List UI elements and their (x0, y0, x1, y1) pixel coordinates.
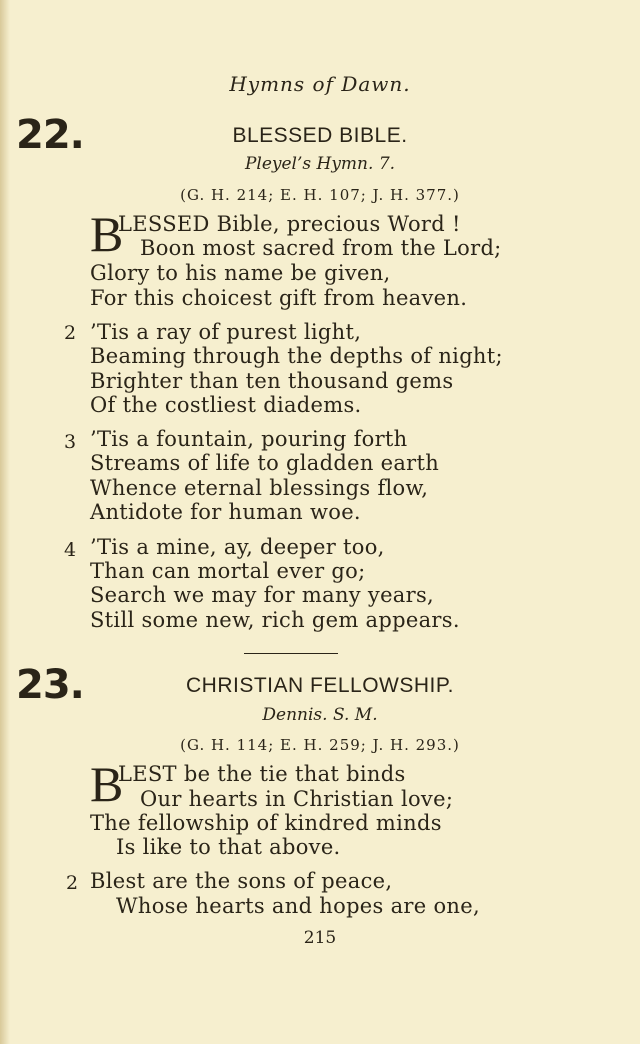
verse-line: Brighter than ten thousand gems (90, 369, 454, 393)
verse-line: LEST be the tie that binds (118, 762, 406, 786)
verse-line: LESSED Bible, precious Word ! (118, 212, 461, 236)
verse-line: ’Tis a mine, ay, deeper too, (90, 535, 385, 559)
verse-line: Antidote for human woe. (90, 500, 361, 524)
verse-line: The fellowship of kindred minds (90, 811, 442, 835)
verse-line: ’Tis a fountain, pouring forth (90, 427, 408, 451)
verse-line: Search we may for many years, (90, 583, 435, 607)
drop-cap: B (90, 206, 124, 262)
hymn-tune: Dennis. S. M. (262, 705, 378, 725)
verse-line: ’Tis a ray of purest light, (90, 320, 362, 344)
running-head: Hymns of Dawn. (229, 72, 411, 96)
hymn-number: 22. (16, 112, 84, 158)
verse-line: Streams of life to gladden earth (90, 451, 440, 475)
verse-line: Still some new, rich gem appears. (90, 608, 460, 632)
verse-line: For this choicest gift from heaven. (90, 286, 468, 310)
hymn-references: (G. H. 114; E. H. 259; J. H. 293.) (180, 736, 460, 754)
verse-line: Our hearts in Christian love; (140, 787, 454, 811)
verse-line: Of the costliest diadems. (90, 393, 362, 417)
hymn-title: CHRISTIAN FELLOWSHIP. (186, 674, 454, 697)
verse-line: Beaming through the depths of night; (90, 344, 503, 368)
hymn-references: (G. H. 214; E. H. 107; J. H. 377.) (180, 186, 460, 204)
drop-cap: B (90, 756, 124, 812)
verse-number: 4 (64, 539, 77, 561)
hymn-number: 23. (16, 662, 84, 708)
verse-line: Is like to that above. (116, 835, 341, 859)
verse-line: Than can mortal ever go; (90, 559, 366, 583)
verse-line: Boon most sacred from the Lord; (140, 236, 502, 260)
hymn-title: BLESSED BIBLE. (232, 124, 408, 147)
section-divider (244, 653, 338, 654)
verse-number: 2 (66, 872, 79, 894)
verse-line: Whence eternal blessings flow, (90, 476, 429, 500)
verse-line: Blest are the sons of peace, (90, 869, 393, 893)
hymn-tune: Pleyel’s Hymn. 7. (244, 154, 396, 174)
verse-number: 2 (64, 322, 77, 344)
verse-line: Glory to his name be given, (90, 261, 391, 285)
verse-number: 3 (64, 431, 77, 453)
verse-line: Whose hearts and hopes are one, (116, 894, 480, 918)
page-number: 215 (303, 928, 337, 948)
